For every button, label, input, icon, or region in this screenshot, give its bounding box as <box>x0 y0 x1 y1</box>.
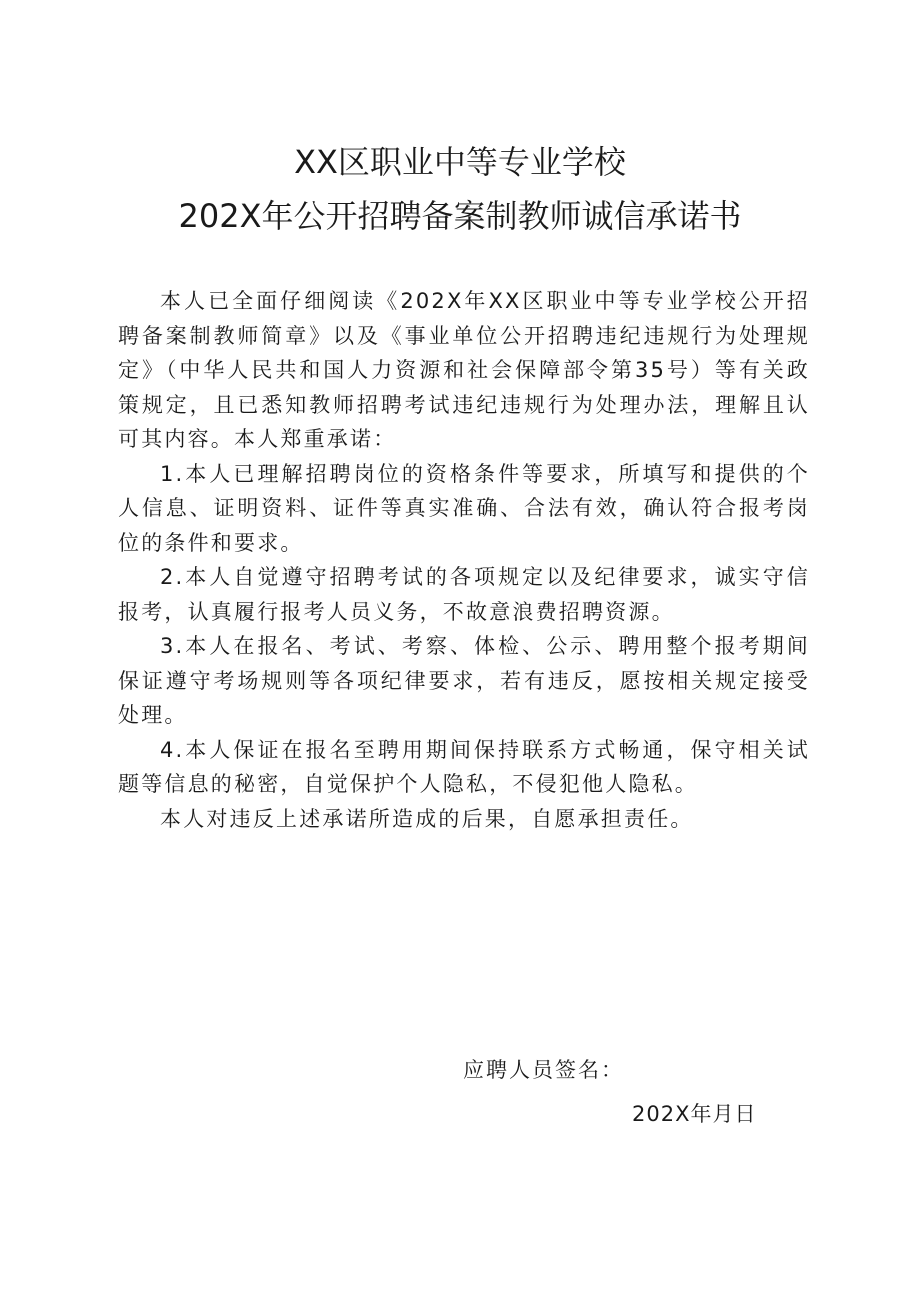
paragraph-item-3: 3.本人在报名、考试、考察、体检、公示、聘用整个报考期间保证遵守考场规则等各项纪律要求，若有违反，愿按相关规定接受处理。 <box>118 634 810 727</box>
paragraph-item-2: 2.本人自觉遵守招聘考试的各项规定以及纪律要求，诚实守信报考，认真履行报考人员义务，不故意浪费招聘资源。 <box>118 565 810 624</box>
paragraph-item-4: 4.本人保证在报名至聘用期间保持联系方式畅通，保守相关试题等信息的秘密，自觉保护个人隐私，不侵犯他人隐私。 <box>118 737 810 796</box>
document-title-school: XX区职业中等专业学校 <box>294 143 626 181</box>
paragraph-item-1: 1.本人已理解招聘岗位的资格条件等要求，所填写和提供的个人信息、证明资料、证件等真实准确、合法有效，确认符合报考岗位的条件和要求。 <box>118 461 810 555</box>
paragraph-closing: 本人对违反上述承诺所造成的后果，自愿承担责任。 <box>160 806 694 831</box>
paragraph-intro: 本人已全面仔细阅读《202X年XX区职业中等专业学校公开招聘备案制教师简章》以及《事业单位公开招聘违纪违规行为处理规定》（中华人民共和国人力资源和社会保障部令第35号）等有关政策规定，且已悉知教师招聘考试违纪违规行为处理办法，理解且认可其内容。本人郑重承诺： <box>118 289 810 451</box>
pledge-body <box>118 284 810 836</box>
date-label: 202X年月日 <box>632 1102 757 1126</box>
signature-label: 应聘人员签名： <box>463 1058 624 1082</box>
document-title-pledge: 202X年公开招聘备案制教师诚信承诺书 <box>178 197 742 235</box>
